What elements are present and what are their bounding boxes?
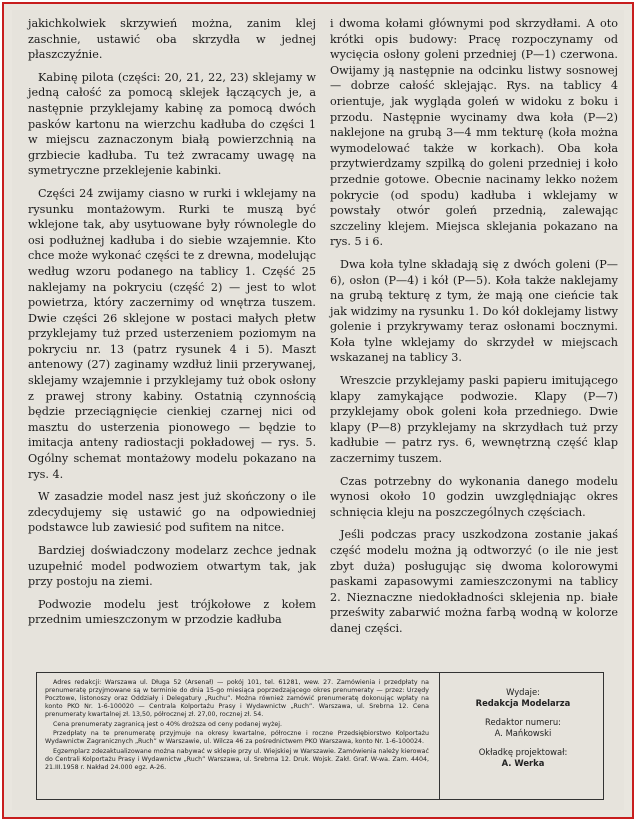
paragraph: Bardziej doświadczony modelarz zechce jednak uzupełnić model podwoziem otwartym tak, jak przy postoju na ziemi. [28, 544, 316, 589]
imprint-box [36, 672, 604, 800]
paragraph: Dwa koła tylne składają się z dwóch goleni (P—6), osłon (P—4) i kół (P—5). Koła także naklejamy na grubą tekturę z tym, że mają one cieńcie tak jak widzimy na rysunku 1. Do kół doklejamy listwy golenie i przykrywamy teraz osłonami bocznymi. Koła tylne wklejamy do skrzydeł w miejscach wskazanej na tablicy 3. [330, 257, 618, 365]
paragraph: W zasadzie model nasz jest już skończony o ile zdecydujemy się ustawić go na odpowiedniej podstawce lub zawiesić pod sufitem na nitce. [28, 490, 316, 535]
publisher-credit [449, 687, 597, 709]
editor-credit [449, 717, 597, 739]
paragraph: Części 24 zwijamy ciasno w rurki i wklejamy na rysunku montażowym. Rurki te muszą być wklejone tak, aby usytuowane były równolegle do osi podłużnej kadłuba i do siebie wzajemnie. Kto chce może wykonać części te z drewna, modelując według wzoru podanego na tablicy 1. Część 25 naklejamy na pokryciu (część 2) — jest to wlot powietrza, który zaczernimy od wnętrza tuszem. Dwie części 26 sklejone w postaci małych płetw przyklejamy tuż przed usterzeniem poziomym na pokryciu nr. 13 (patrz rysunek 4 i 5). Maszt antenowy (27) zaginamy wzdłuż linii przerywanej, sklejamy wzajemnie i przyklejamy tuż obok osłony z prawej strony kabiny. Ostatnią czynnością będzie przeciągnięcie cienkiej czarnej nici od masztu do usterzenia pionowego — będzie to imitacja anteny radiostacji pokładowej — rys. 5. Ogólny schemat montażowy modelu pokazano na rys. 4. [28, 186, 316, 481]
paragraph: Podwozie modelu jest trójkołowe z kołem przednim umieszczonym w przodzie kadłuba [28, 597, 316, 627]
imprint-paragraph: Przedpłaty na te prenumeratę przyjmuje na okresy kwartalne, półroczne i roczne Przedsiębiorstwo Kolportażu Wydawnictw Zagranicznych „Ruch” w Warszawie, ul. Wilcza 46 za pośrednictwem PKO Warszawa, konto Nr. 1-6-100024. [45, 730, 429, 746]
paragraph: jakichkolwiek skrzywień można, zanim klej zaschnie, ustawić oba skrzydła w jednej płaszczyźnie. [28, 17, 316, 62]
publisher-label: Wydaje: [506, 687, 540, 697]
page-paper [12, 10, 624, 810]
left-text-column [28, 16, 316, 635]
imprint-paragraph: Adres redakcji: Warszawa ul. Długa 52 (Arsenał) — pokój 101, tel. 61281, wew. 27. Zamówienia i przedpłaty na prenumeratę przyjmowane są w terminie do dnia 15-go miesiąca poprzedzającego okres prenumeraty — przez: Urzędy Pocztowe, listonoszy oraz Oddziały i Delegatury „Ruchu”. Można również zamówić prenumeratę dokonując wpłaty na konto PKO Nr. 1-6-100020 — Centrala Kolportażu Prasy i Wydawnictw „Ruch”. Warszawa, ul. Srebrna 12. Cena prenumeraty kwartalnej zł. 13,50, półrocznej zł. 27,00, rocznej zł. 54. [45, 679, 429, 718]
imprint-paragraph: Egzemplarz zdezaktualizowane można nabywać w sklepie przy ul. Wiejskiej w Warszawie. Zamówienia należy kierować do Centrali Kolportażu Prasy i Wydawnictw „Ruch” Warszawa, ul. Srebrna 12. Druk. Wojsk. Zakł. Graf. W-wa. Zam. 4404, 21.III.1958 r. Nakład 24.000 egz. A-26. [45, 748, 429, 772]
imprint-details [45, 679, 429, 774]
cover-credit [449, 747, 597, 769]
paragraph: Kabinę pilota (części: 20, 21, 22, 23) sklejamy w jedną całość za pomocą sklejek łączących je, a następnie przyklejamy kabinę za pomocą dwóch pasków kartonu na wierzchu kadłuba do części 1 w miejscu zaznaczonym białą powierzchnią na grzbiecie kadłuba. Tu też zwracamy uwagę na symetryczne przeklejenie kabinki. [28, 70, 316, 178]
imprint-paragraph: Cena prenumeraty zagranicą jest o 40% droższa od ceny podanej wyżej. [53, 720, 283, 728]
publisher-name: Redakcja Modelarza [475, 698, 571, 708]
cover-label: Okładkę projektował: [478, 747, 568, 757]
imprint-divider [439, 673, 440, 799]
editor-label: Redaktor numeru: [485, 717, 561, 727]
right-text-column [330, 16, 618, 644]
page-frame [2, 2, 634, 819]
paragraph: Wreszcie przyklejamy paski papieru imitującego klapy zamykające podwozie. Klapy (P—7) przyklejamy obok goleni koła przedniego. Dwie klapy (P—8) przyklejamy na skrzydłach tuż przy kadłubie — patrz rys. 6, wewnętrzną część klap zaczernimy tuszem. [330, 374, 618, 466]
cover-name: A. Werka [501, 758, 545, 768]
credits [449, 687, 597, 769]
paragraph: i dwoma kołami głównymi pod skrzydłami. A oto krótki opis budowy: Pracę rozpoczynamy od wycięcia osłony goleni przedniej (P—1) czerwona. Owijamy ją następnie na odcinku listwy sosnowej — dobrze całość sklejając. Rys. na tablicy 4 orientuje, jak wygląda goleń w widoku z boku i przodu. Następnie wycinamy dwa koła (P—2) naklejone na grubą 3—4 mm tekturę (koła można wymodelować także w korkach). Oba koła przytwierdzamy szpilką do goleni przedniej i koło przednie gotowe. Obecnie nacinamy lekko nożem pokrycie (od spodu) kadłuba i wklejamy w powstały otwór goleń przednią, zalewając szczeliny klejem. Miejsca sklejania pokazano na rys. 5 i 6. [330, 17, 618, 249]
paragraph: Jeśli podczas pracy uszkodzona zostanie jakaś część modelu można ją odtworzyć (o ile nie jest zbyt duża) posługując się dwoma kolorowymi paskami zapasowymi zamieszczonymi na tablicy 2. Nieznaczne niedokładności sklejenia np. białe prześwity zabarwić można farbą wodną w kolorze danej części. [330, 528, 618, 635]
editor-name: A. Mańkowski [494, 728, 552, 738]
paragraph: Czas potrzebny do wykonania danego modelu wynosi około 10 godzin uwzględniając okres schnięcia kleju na poszczególnych częściach. [330, 474, 618, 519]
